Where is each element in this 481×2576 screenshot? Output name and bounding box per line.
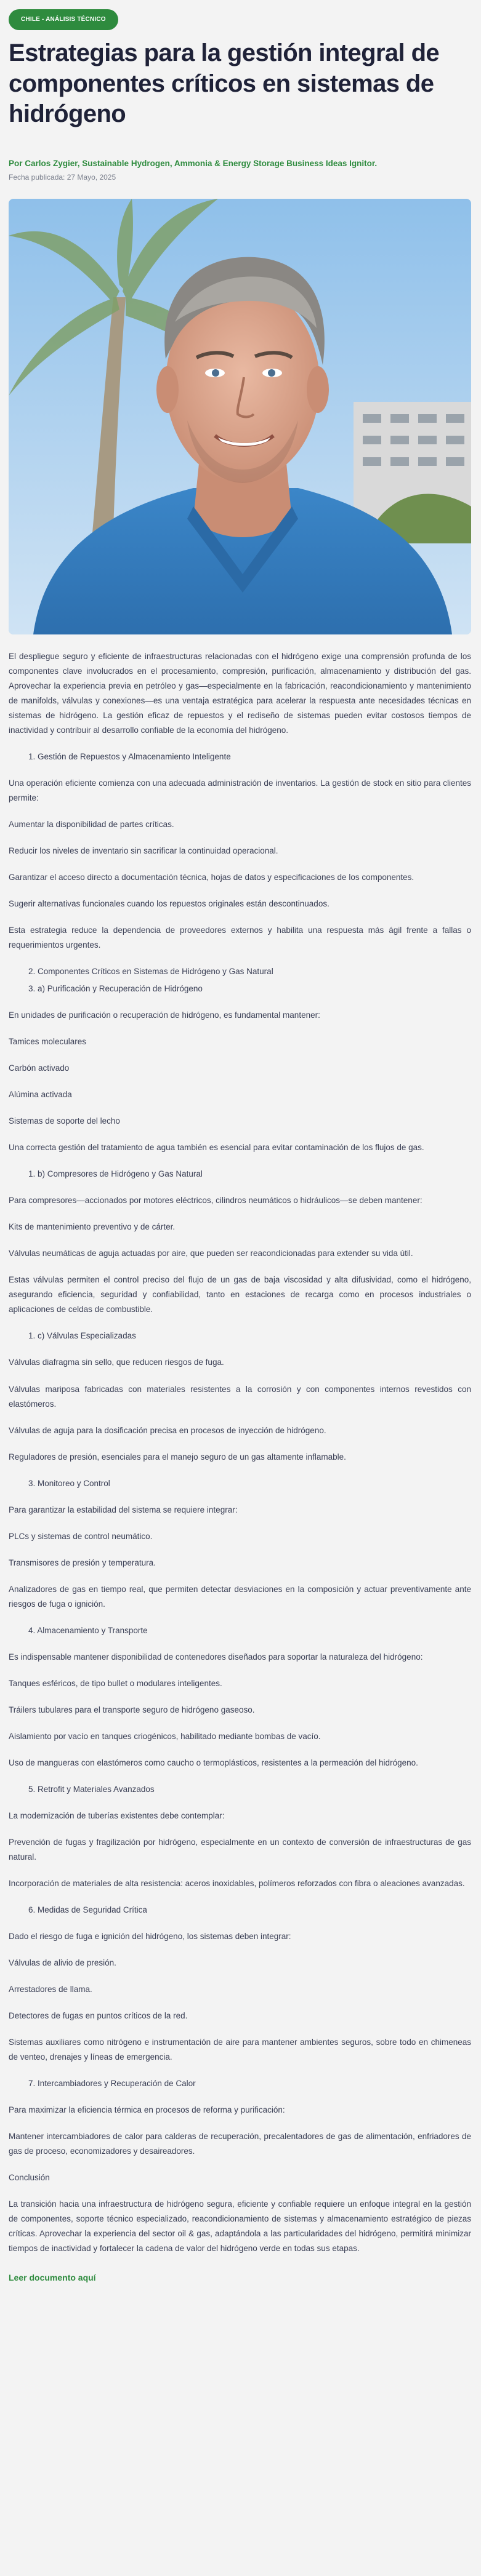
paragraph: Sistemas de soporte del lecho	[9, 1116, 120, 1126]
paragraph: Para garantizar la estabilidad del sistema se requiere integrar:	[9, 1505, 238, 1514]
paragraph: Tráilers tubulares para el transporte seguro de hidrógeno gaseoso.	[9, 1705, 255, 1714]
paragraph: Para maximizar la eficiencia térmica en procesos de reforma y purificación:	[9, 2105, 285, 2114]
section-heading: 3. Monitoreo y Control	[28, 1478, 110, 1488]
section-heading: 5. Retrofit y Materiales Avanzados	[28, 1784, 155, 1794]
section-heading: 2. Componentes Críticos en Sistemas de Hidrógeno y Gas Natural	[28, 967, 273, 977]
paragraph: Reducir los niveles de inventario sin sacrificar la continuidad operacional.	[9, 846, 278, 856]
author-byline: Por Carlos Zygier, Sustainable Hydrogen, Ammonia & Energy Storage Business Ideas Ignitor.	[9, 159, 378, 168]
paragraph: Válvulas de aguja para la dosificación precisa en procesos de inyección de hidrógeno.	[9, 1425, 326, 1435]
portrait-illustration	[9, 199, 471, 634]
paragraph: El despliegue seguro y eficiente de infraestructuras relacionadas con el hidrógeno exige una comprensión profunda de los componentes clave involucrados en el procesamiento, compresión, purificación, almacenamiento y distribución del gas. Aprovechar la experiencia previa en petróleo y gas—especialmente en la fabricación, reacondicionamiento y mantenimiento de manifolds, válvulas y conexiones—es una ventaja estratégica para acelerar la respuesta ante necesidades técnicas en sistemas de hidrógeno. La gestión eficaz de repuestos y el rediseño de sistemas pueden evitar costosos tiempos de inactividad y contribuir al desarrollo confiable de la economía del hidrógeno.	[9, 652, 471, 735]
paragraph: Garantizar el acceso directo a documentación técnica, hojas de datos y especificaciones de los componentes.	[9, 873, 414, 882]
author-portrait-photo	[9, 199, 471, 634]
paragraph: Uso de mangueras con elastómeros como caucho o termoplásticos, resistentes a la permeación del hidrógeno.	[9, 1758, 418, 1767]
paragraph: Reguladores de presión, esenciales para el manejo seguro de un gas altamente inflamable.	[9, 1452, 346, 1462]
paragraph: Analizadores de gas en tiempo real, que permiten detectar desviaciones en la composición y actuar preventivamente ante riesgos de fuga o ignición.	[9, 1584, 471, 1609]
section-heading: 4. Almacenamiento y Transporte	[28, 1625, 148, 1635]
paragraph: Válvulas mariposa fabricadas con materiales resistentes a la corrosión y con componentes internos revestidos con elastómeros.	[9, 1384, 471, 1409]
section-heading: 3. a) Purificación y Recuperación de Hidrógeno	[28, 984, 203, 994]
paragraph: Sugerir alternativas funcionales cuando los repuestos originales están descontinuados.	[9, 899, 329, 909]
paragraph: La modernización de tuberías existentes debe contemplar:	[9, 1810, 225, 1820]
paragraph: Estas válvulas permiten el control preciso del flujo de un gas de baja viscosidad y alta difusividad, como el hidrógeno, asegurando eficiencia, seguridad y confiabilidad, tanto en estaciones de recarga como en procesos industriales o aplicaciones de celdas de combustible.	[9, 1275, 471, 1314]
paragraph: Válvulas neumáticas de aguja actuadas por aire, que pueden ser reacondicionadas para extender su vida útil.	[9, 1249, 413, 1258]
paragraph: Tanques esféricos, de tipo bullet o modulares inteligentes.	[9, 1678, 222, 1688]
paragraph: Sistemas auxiliares como nitrógeno e instrumentación de aire para mantener ambientes seguros, sobre todo en chimeneas de venteo, drenajes y líneas de emergencia.	[9, 2037, 471, 2062]
paragraph: Válvulas diafragma sin sello, que reducen riesgos de fuga.	[9, 1358, 224, 1367]
read-document-link[interactable]: Leer documento aquí	[9, 2273, 96, 2283]
paragraph: Incorporación de materiales de alta resistencia: aceros inoxidables, polímeros reforzados con fibra o aleaciones avanzadas.	[9, 1878, 465, 1888]
publish-date	[9, 173, 116, 182]
article-body	[9, 649, 471, 2286]
section-heading: 1. Gestión de Repuestos y Almacenamiento Inteligente	[28, 752, 231, 762]
paragraph: Detectores de fugas en puntos críticos de la red.	[9, 2010, 188, 2020]
paragraph: Una operación eficiente comienza con una adecuada administración de inventarios. La gestión de stock en sitio para clientes permite:	[9, 778, 471, 803]
paragraph: Es indispensable mantener disponibilidad de contenedores diseñados para soportar la naturaleza del hidrógeno:	[9, 1652, 423, 1662]
paragraph: Arrestadores de llama.	[9, 1984, 92, 1994]
section-heading: 7. Intercambiadores y Recuperación de Calor	[28, 2078, 196, 2088]
section-heading: 1. b) Compresores de Hidrógeno y Gas Natural	[28, 1169, 203, 1179]
paragraph: Carbón activado	[9, 1063, 70, 1073]
paragraph: Esta estrategia reduce la dependencia de proveedores externos y habilita una respuesta más ágil frente a fallas o requerimientos urgentes.	[9, 926, 471, 950]
paragraph: Válvulas de alivio de presión.	[9, 1958, 116, 1967]
paragraph: La transición hacia una infraestructura de hidrógeno segura, eficiente y confiable requiere un enfoque integral en la gestión de componentes, soporte técnico especializado, reacondicionamiento de sistemas y almacenamiento estratégico de piezas críticas. Aprovechar la experiencia del sector oil & gas, adaptándola a las particularidades del hidrógeno, permitirá minimizar tiempos de inactividad y fortalecer la cadena de valor del hidrógeno verde en todas sus etapas.	[9, 2199, 471, 2254]
conclusion-heading: Conclusión	[9, 2173, 50, 2182]
paragraph: Mantener intercambiadores de calor para calderas de recuperación, precalentadores de gas de alimentación, enfriadores de gas de proceso, economizadores y desaireadores.	[9, 2131, 471, 2156]
paragraph: Aislamiento por vacío en tanques criogénicos, habilitado mediante bombas de vacío.	[9, 1731, 321, 1741]
paragraph: Kits de mantenimiento preventivo y de cárter.	[9, 1222, 176, 1232]
section-heading: 6. Medidas de Seguridad Crítica	[28, 1905, 147, 1914]
publish-date-value: 27 Mayo, 2025	[67, 173, 116, 182]
category-badge[interactable]: CHILE - ANÁLISIS TÉCNICO	[9, 9, 118, 30]
paragraph: Una correcta gestión del tratamiento de agua también es esencial para evitar contaminación de los flujos de gas.	[9, 1143, 424, 1153]
paragraph: Para compresores—accionados por motores eléctricos, cilindros neumáticos o hidráulicos—se deben mantener:	[9, 1196, 422, 1206]
paragraph: Tamices moleculares	[9, 1037, 87, 1047]
article-title: Estrategias para la gestión integral de componentes críticos en sistemas de hidrógeno	[9, 39, 440, 128]
paragraph: Transmisores de presión y temperatura.	[9, 1558, 156, 1567]
paragraph: Aumentar la disponibilidad de partes críticas.	[9, 820, 174, 830]
paragraph: Alúmina activada	[9, 1090, 72, 1100]
paragraph: Dado el riesgo de fuga e ignición del hidrógeno, los sistemas deben integrar:	[9, 1931, 291, 1941]
paragraph: PLCs y sistemas de control neumático.	[9, 1531, 153, 1541]
paragraph: En unidades de purificación o recuperación de hidrógeno, es fundamental mantener:	[9, 1010, 320, 1020]
paragraph: Prevención de fugas y fragilización por hidrógeno, especialmente en un contexto de conversión de infraestructuras de gas natural.	[9, 1837, 471, 1862]
section-heading: 1. c) Válvulas Especializadas	[28, 1331, 136, 1341]
publish-date-label: Fecha publicada:	[9, 173, 65, 182]
